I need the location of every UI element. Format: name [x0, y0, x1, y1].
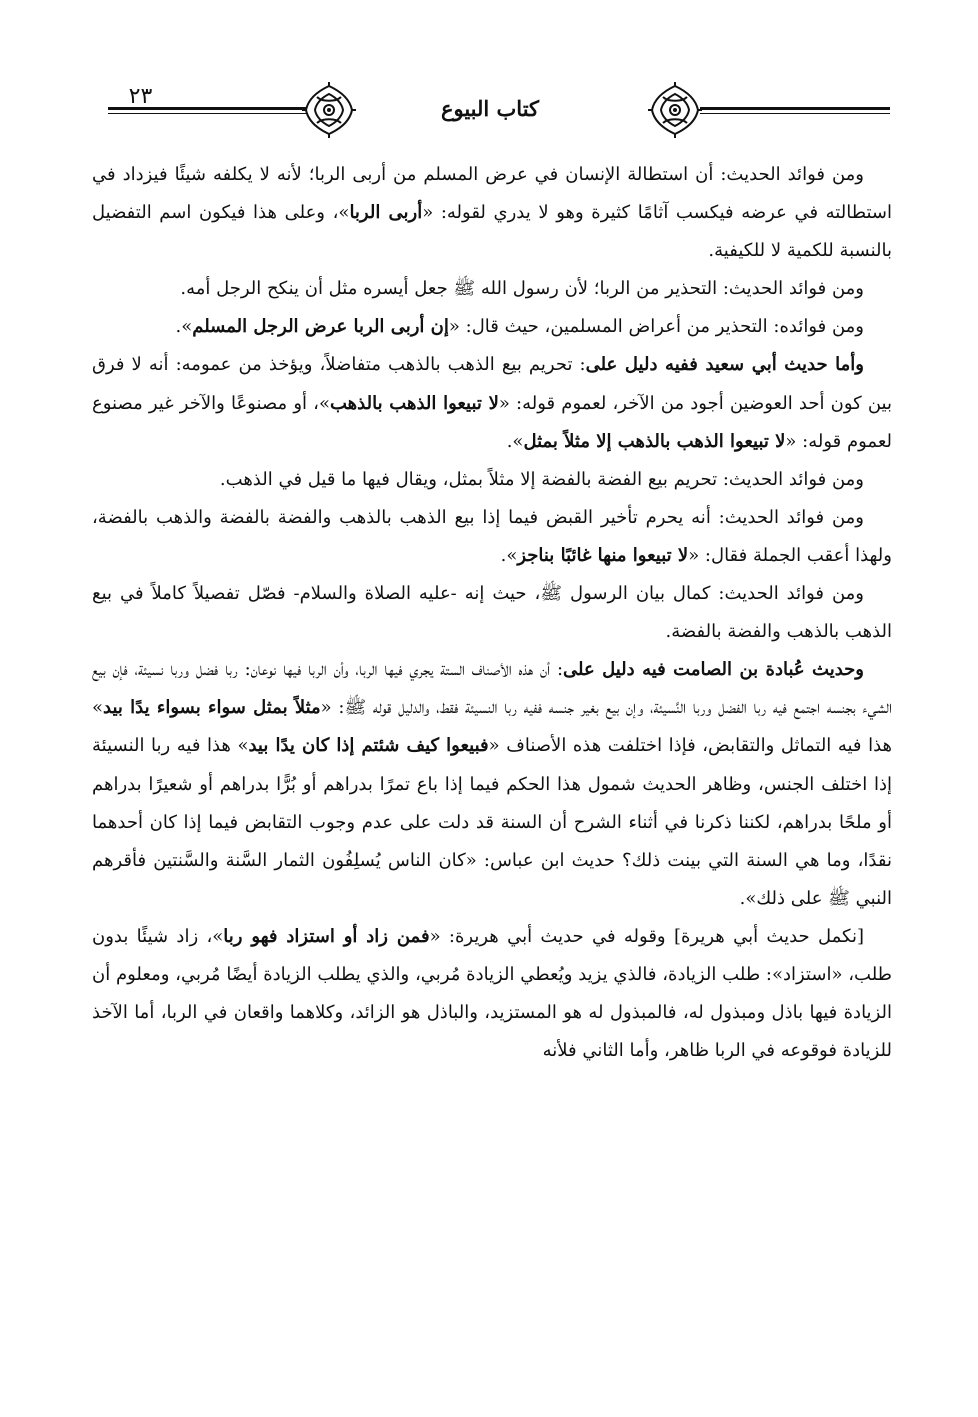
ornament-left-icon: [302, 82, 356, 138]
paragraph: [92, 270, 892, 308]
text-run: » هذا فيه التماثل والتقابض، فإذا اختلفت هذه الأصناف «: [92, 697, 893, 757]
text-run: »، زاد شيئًا بدون طلب، «استزاد»: طلب الزيادة، فالذي يزيد ويُعطي الزيادة مُربي، والذي يطلب الزيادة أيضًا مُربي، ومعلوم أن الزيادة فيها باذل ومبذول له، فالمبذول له هو المستزيد، والباذل هو الزائد، وكلاهما واقعان في الربا، أما الآخذ للزيادة فوقوعه في الربا ظاهر، وأما الثاني فلأنه: [92, 925, 893, 1062]
text-run: ومن فوائد الحديث: أن استطالة الإنسان في عرض المسلم من أربى الربا؛ لأنه لا يكلفه شيئًا فيزداد في استطالته في عرضه فيكسب آثامًا كثيرة وهو لا يدري لقوله: «: [92, 164, 892, 224]
body-text: [92, 156, 892, 1070]
text-run: ».: [175, 316, 193, 338]
header-rule-left-thin: [108, 113, 306, 114]
text-run: ومن فوائد الحديث: كمال بيان الرسول ﷺ، حيث إنه -عليه الصلاة والسلام- فصّل تفصيلاً كاملاً في بيع الذهب بالذهب والفضة بالفضة.: [92, 583, 892, 643]
paragraph: [92, 346, 892, 460]
bold-text-run: وحديث عُبادة بن الصامت فيه دليل على: [563, 659, 864, 681]
ornament-right-icon: [648, 82, 702, 138]
text-run: ومن فوائد الحديث: تحريم بيع الفضة بالفضة إلا مثلاً بمثل، ويقال فيها ما قيل في الذهب.: [219, 468, 864, 490]
text-run: »، وعلى هذا فيكون اسم التفضيل بالنسبة للكمية لا للكيفية.: [92, 202, 892, 262]
header-rule-left: [108, 107, 306, 110]
text-run: [نكمل حديث أبي هريرة] وقوله في حديث أبي هريرة: «: [429, 925, 864, 947]
running-header: كتاب البيوع: [440, 96, 540, 121]
paragraph: [92, 461, 892, 499]
bold-text-run: أربى الربا: [349, 202, 423, 224]
bold-text-run: لا تبيعوا الذهب بالذهب: [329, 392, 499, 414]
paragraph: [92, 308, 892, 346]
text-run: : أن هذه الأصناف الستة يجري فيها الربا، وأن الربا فيها نوعان: ربا فضل وربا نسيئة، فإن بيع الشيء بجنسه اجتمع فيه ربا الفضل وربا النَّسيئة، وإن بيع بغير جنسه ففيه ربا النسيئة فقط، والدليل قوله ﷺ: «: [92, 659, 893, 719]
header-rule-right: [700, 107, 890, 110]
bold-text-run: مثلاً بمثل سواء بسواء يدًا بيد: [103, 697, 321, 719]
bold-text-run: إن أربى الربا عرض الرجل المسلم: [192, 316, 449, 338]
paragraph: [92, 575, 892, 651]
text-run: ومن فوائد الحديث: التحذير من الربا؛ لأن رسول الله ﷺ جعل أيسره مثل أن ينكح الرجل أمه.: [180, 278, 864, 300]
text-run: ».: [500, 544, 518, 566]
paragraph: [92, 156, 892, 270]
paragraph: [92, 918, 892, 1070]
bold-text-run: لا تبيعوا منها غائبًا بناجز: [517, 544, 689, 566]
bold-text-run: وأما حديث أبي سعيد ففيه دليل على: [585, 354, 864, 376]
text-run: » هذا فيه ربا النسيئة إذا اختلف الجنس، وظاهر الحديث شمول هذا الحكم فيما إذا باع تمرًا بدراهم أو بُرًّا بدراهم أو شعيرًا بدراهم أو ملحًا بدراهم، لكننا ذكرنا في أثناء الشرح أن السنة قد دلت على عدم وجوب التقابض فيما إذا كان أحدهما نقدًا، وما هي السنة التي بينت ذلك؟ حديث ابن عباس: «كان الناس يُسلِفُون الثمار السَّنة والسَّنتين فأقرهم النبي ﷺ على ذلك».: [92, 735, 892, 909]
text-run: ».: [506, 430, 524, 452]
text-run: : تحريم بيع الذهب بالذهب متفاضلاً، ويؤخذ من عمومه: أنه لا فرق بين كون أحد العوضين أجود من الآخر، لعموم قوله: «: [92, 354, 892, 414]
header-rule-right-thin: [700, 113, 890, 114]
page-number: ٢٣: [128, 84, 153, 109]
paragraph: [92, 651, 892, 918]
bold-text-run: لا تبيعوا الذهب بالذهب إلا مثلاً بمثل: [523, 430, 786, 452]
bold-text-run: فمن زاد أو استزاد فهو ربا: [223, 925, 430, 947]
paragraph: [92, 499, 892, 575]
text-run: ومن فوائد الحديث: أنه يحرم تأخير القبض فيما إذا بيع الذهب بالذهب والفضة بالفضة والذهب بالفضة، ولهذا أعقب الجملة فقال: «: [92, 506, 892, 566]
bold-text-run: فبيعوا كيف شئتم إذا كان يدًا بيد: [248, 735, 489, 757]
text-run: »، أو مصنوعًا والآخر غير مصنوع لعموم قوله: «: [92, 392, 892, 452]
text-run: ومن فوائده: التحذير من أعراض المسلمين، حيث قال: «: [448, 316, 864, 338]
